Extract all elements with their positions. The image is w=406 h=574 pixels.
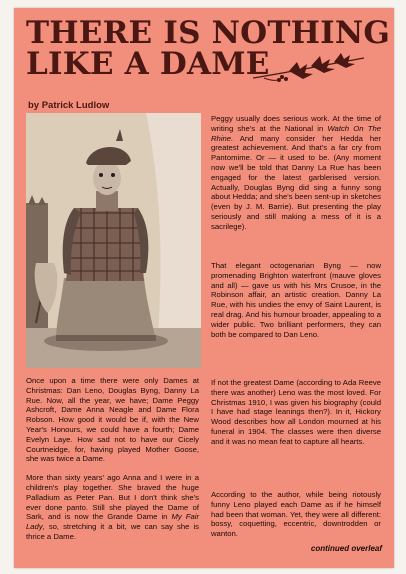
column-right-last [211,490,381,548]
column-left-bottom [26,376,199,551]
title-line-1: THERE IS NOTHING [26,15,391,51]
column-right-top [211,114,381,241]
column-right-mid [211,261,381,348]
holly-sprig-illustration [249,50,369,85]
dame-costume-photo [26,113,201,368]
title-line-2: LIKE A DAME [26,46,270,82]
column-right-bottom [211,378,381,456]
photo-illustration [26,113,201,368]
paragraph-author: According to the author, while being riotously funny Leno played each Dame as if he himself had been that woman. Yet, they were all different: bossy, coquetting, eccentric, downtrodden or wanton. [211,490,381,539]
paragraph-anna: More than sixty years' ago Anna and I were in a children's play together. She braved the huge Palladium as Peter Pan. But I don't think she's ever done panto. Still she played the Dame of Sark, and is now the Grande Dame in My Fair Lady, so, stretching it a bit, we can say she is thrice a Dame. [26,473,200,541]
paragraph-leno: If not the greatest Dame (according to Ada Reeve there was another) Leno was the most loved. For Christmas 1910, I was given his biography (could I have had stage leanings then?). In it, Hickory Wood describes how all London mourned at his funeral in 1904. The classes were then diverse and it was no mean feat to capture all hearts. [211,378,381,446]
paragraph-peggy: Peggy usually does serious work. At the time of writing she's at the National in Watch On The Rhine. And many consider her Hedda her greatest achievement. And that's a far cry from Pantomime. Or — it used to be. (Any moment now we'll be told that Danny La Rue has been engaged for the latest garblerised version. Actually, Douglas Byng did sing a funny song about Hedda; and she's been sent-up in sketches (even by J. M. Barrie). But presenting the play seriously and still making a mess of it is a sacrilege). [211,114,381,231]
magazine-page [14,8,394,568]
paragraph-dames: Once upon a time there were only Dames at Christmas: Dan Leno, Douglas Byng, Danny La Rue. Now, all the year, we have; Dame Peggy Ashcroft, Dame Anna Neagle and Dame Flora Robson. How good it would be if, with the New Year's Honours, we could have a fourth; Dame Evelyn Laye. How sad not to have our Cicely Courtneidge, for, having played Mother Goose, she was twice a Dame. [26,376,199,464]
continued-overleaf: continued overleaf [310,544,382,553]
paragraph-byng: That elegant octogenarian Byng — now promenading Brighton waterfront (mauve gloves and all) — gave us with his Mrs Crusoe, in the Robinson affair, an artistic creation. Danny La Rue, with his undies the envy of Saint Laurent, is real drag. And his humour broader, appealing to a wider public. Two brilliant performers, they can both be compared to Dan Leno. [211,261,381,339]
byline: by Patrick Ludlow [28,100,110,111]
